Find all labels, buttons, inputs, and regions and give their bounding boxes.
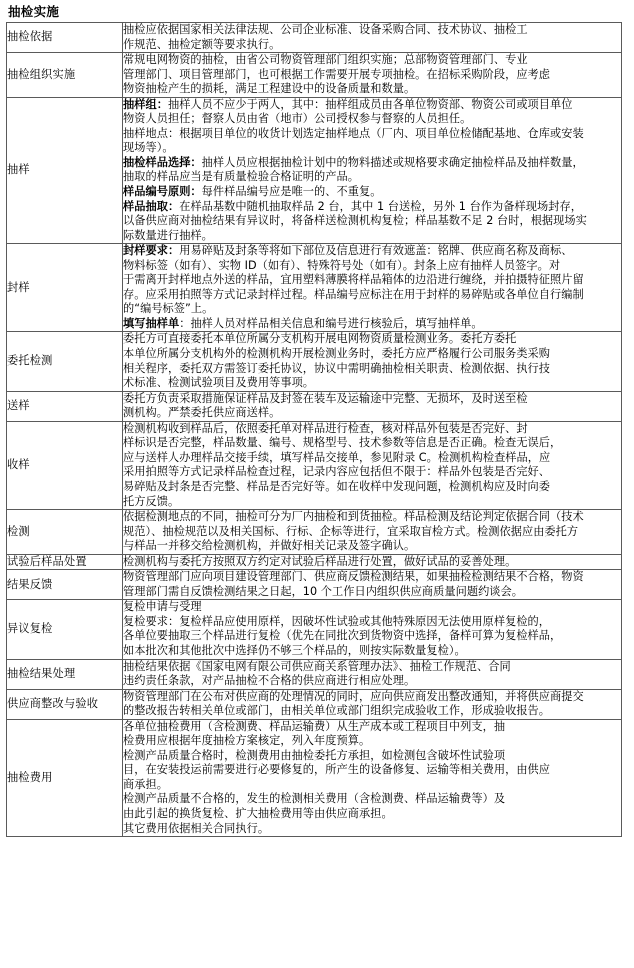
table-row [7,719,622,836]
row-content-cell [123,600,622,659]
row-content-cell [123,23,622,53]
content-line [123,629,621,644]
content-line-text: 现场等）。 [123,141,174,155]
content-line [123,674,621,689]
sampling-inspection-table [6,22,622,837]
row-content-cell [123,554,622,570]
content-line [123,690,621,705]
content-line [123,362,621,377]
table-row [7,659,622,689]
content-line [123,720,621,735]
content-line [123,38,621,53]
content-line [123,376,621,391]
content-line-text: 存。应采用拍照等方式记录封样过程。样品编号应标注在用于封样的易碎贴或各单位自行编制 [123,287,584,301]
content-line-text: 委托方可直接委托本单位所属分支机构开展电网物资质量检测业务。委托方委托 [123,332,517,346]
content-line [123,288,621,303]
row-label-cell: 封样 [7,244,123,332]
content-line [123,510,621,525]
content-line-text: 应与送样人办理样品交接手续，填写样品交接单，参见附录 C。检测机构检查样品，应 [123,450,551,464]
content-line-emphasis: 样品抽取： [123,199,180,213]
content-line [123,644,621,659]
content-line [123,259,621,274]
table-row [7,600,622,659]
content-line-text: 检测产品质量不合格的，发生的检测相关费用（含检测费、样品运输费等）及 [123,792,506,806]
content-line-text: 抽取的样品应当是有质量检验合格证明的产品。 [123,170,359,184]
content-line-text: 违约责任条款，对产品抽检不合格的供应商进行相应处理。 [123,674,416,688]
content-line-text: 作规范、抽检定额等要求执行。 [123,37,281,51]
page-title: 抽检实施 [8,4,60,19]
content-line-text: 每件样品编号应是唯一的、不重复。 [201,185,382,199]
content-line-text: 目，在安装投运前需要进行必要修复的，所产生的设备修复、运输等相关费用，由供应 [123,763,551,777]
content-line-text: 相关程序，委托双方需签订委托协议，协议中需明确抽检相关职责、检测依据、执行技 [123,361,551,375]
row-content-cell [123,510,622,555]
content-line-text: 管理部门、项目管理部门，也可根据工作需要开展专项抽检。在招标采购阶段，应考虑 [123,67,551,81]
content-line [123,273,621,288]
row-content-cell [123,53,622,98]
content-line-text: 检测机构与委托方按照双方约定对试验后样品进行处置，做好试品的妥善处理。 [123,554,517,568]
content-line-text: 易碎贴及封条是否完整、样品是否完好等。如在收样中发现问题，检测机构应及时向委 [123,479,551,493]
content-line [123,156,621,171]
content-line-text: 检测产品质量合格时，检测费用由抽检委托方承担，如检测包含破坏性试验项 [123,748,506,762]
content-line [123,112,621,127]
row-content-cell [123,659,622,689]
content-line [123,332,621,347]
content-line [123,495,621,510]
row-label-cell: 送样 [7,391,123,421]
content-line [123,127,621,142]
content-line [123,763,621,778]
row-label-cell: 抽检费用 [7,719,123,836]
content-line [123,302,621,317]
content-line-text: 依据检测地点的不同，抽检可分为厂内抽检和到货抽检。样品检测及结论判定依据合同（技术 [123,510,584,524]
content-line-text: 术标准、检测试验项目及费用等事项。 [123,376,315,390]
content-line-text: 其它费用依据相关合同执行。 [123,821,270,835]
row-label-cell: 异议复检 [7,600,123,659]
content-line [123,229,621,244]
content-line-text: 复检申请与受理 [123,600,202,614]
content-line-text: 商承担。 [123,777,168,791]
content-line [123,585,621,600]
content-line-text: 物资管理部门应向项目建设管理部门、供应商反馈检测结果，如果抽检检测结果不合格，物资 [123,570,584,584]
content-line [123,539,621,554]
content-line-text: 如本批次和其他批次中选择仍不够三个样品的，则按实际数量复检）。 [123,643,466,657]
content-line-text: 委托方负责采取措施保证样品及封签在装车及运输途中完整、无损坏，及时送至检 [123,391,528,405]
row-content-cell [123,332,622,391]
content-line-text: 的整改报告转相关单位或部门，由相关单位或部门组织完成验收工作，形成验收报告。 [123,704,551,718]
content-line [123,525,621,540]
content-line-text: 在样品基数中随机抽取样品 2 台，其中 1 台送检，另外 1 台作为备样现场封存， [179,199,582,213]
content-line-text: 物资抽检产生的损耗，满足工程建设中的设备质量和数量。 [123,82,416,96]
row-content-cell [123,244,622,332]
content-line [123,734,621,749]
row-label-cell: 抽样 [7,97,123,243]
content-line-text: 的“编号标签”上。 [123,302,214,316]
row-label-cell: 委托检测 [7,332,123,391]
content-line [123,480,621,495]
content-line-text: 抽检应依据国家相关法律法规、公司企业标准、设备采购合同、技术协议、抽检工 [123,23,528,36]
table-row [7,332,622,391]
content-line-emphasis: 抽检样品选择： [123,155,202,169]
content-line [123,98,621,113]
content-line [123,570,621,585]
content-line [123,451,621,466]
row-label-cell: 抽检结果处理 [7,659,123,689]
table-row [7,53,622,98]
content-line [123,317,621,332]
table-row [7,244,622,332]
content-line-text: 样标识是否完整，样品数量、编号、规格型号、技术参数等信息是否正确。检查无误后， [123,436,562,450]
table-row [7,554,622,570]
content-line [123,704,621,719]
content-line [123,347,621,362]
table-row [7,97,622,243]
row-content-cell [123,719,622,836]
content-line-text: 管理部门需自反馈检测结果之日起，10 个工作日内组织供应商质量问题约谈会。 [123,584,524,598]
content-line [123,465,621,480]
content-line-text: 测机构。严禁委托供应商送样。 [123,406,281,420]
content-line [123,406,621,421]
content-line [123,807,621,822]
content-line [123,749,621,764]
row-label-cell: 抽检组织实施 [7,53,123,98]
content-line-text: 由此引起的换货复检、扩大抽检费用等由供应商承担。 [123,806,393,820]
content-line-emphasis: 填写抽样单 [123,316,180,330]
content-line-text: 物资人员担任；督察人员由省（地市）公司授权参与督察的人员担任。 [123,112,472,126]
content-line [123,214,621,229]
content-line-text: 检费用应根据年度抽检方案核定，列入年度预算。 [123,734,371,748]
table-row [7,421,622,509]
row-content-cell [123,391,622,421]
content-line-text: 于需离开封样地点外送的样品，宜用塑料薄膜将样品箱体的边沿进行缠绕，并拍摄特征照片留 [123,273,584,287]
row-label-cell: 结果反馈 [7,570,123,600]
content-line-text: 托方反馈。 [123,494,180,508]
content-line-text: 各单位要抽取三个样品进行复检（优先在同批次到货物资中选择，备样可算为复检样品， [123,629,562,643]
row-content-cell [123,97,622,243]
content-line-text: 物资管理部门在公布对供应商的处理情况的同时，应向供应商发出整改通知，并将供应商提交 [123,689,584,703]
sampling-inspection-table-wrapper [6,22,622,837]
content-line-text: 复检要求：复检样品应使用原样，因破坏性试验或其他特殊原因无法使用原样复检的， [123,614,551,628]
table-row [7,23,622,53]
content-line [123,68,621,83]
content-line-text: 检测机构收到样品后，依照委托单对样品进行检查，核对样品外包装是否完好、封 [123,421,528,435]
content-line-text: 本单位所属分支机构外的检测机构开展检测业务时，委托方应严格履行公司服务类采购 [123,347,551,361]
content-line-text: ：抽样人员对样品相关信息和编号进行核验后，填写抽样单。 [179,316,483,330]
content-line [123,778,621,793]
content-line [123,392,621,407]
content-line-text: 际数量进行抽样。 [123,228,213,242]
content-line [123,792,621,807]
content-line-text: 各单位抽检费用（含检测费、样品运输费）从生产成本或工程项目中列支，抽 [123,719,506,733]
content-line [123,82,621,97]
content-line [123,600,621,615]
row-label-cell: 抽检依据 [7,23,123,53]
table-row [7,391,622,421]
content-line [123,244,621,259]
row-content-cell [123,689,622,719]
content-line-emphasis: 抽样组： [123,97,168,111]
table-row [7,510,622,555]
content-line-text: 抽样人员应根据抽检计划中的物料描述或规格要求确定抽检样品及抽样数量， [201,155,584,169]
content-line [123,200,621,215]
content-line [123,185,621,200]
content-line [123,615,621,630]
content-line-emphasis: 样品编号原则： [123,185,202,199]
content-line-text: 以备供应商对抽检结果有异议时，将备样送检测机构复检；样品基数不足 2 台时，根据现场实 [123,214,587,228]
content-line-text: 抽样地点：根据项目单位的收货计划选定抽样地点（厂内、项目单位检储配基地、仓库或安装 [123,126,584,140]
row-label-cell: 供应商整改与验收 [7,689,123,719]
content-line-text: 常规电网物资的抽检，由省公司物资管理部门组织实施；总部物资管理部门、专业 [123,53,528,67]
row-content-cell [123,570,622,600]
content-line [123,141,621,156]
content-line [123,822,621,837]
content-line [123,660,621,675]
row-label-cell: 检测 [7,510,123,555]
row-content-cell [123,421,622,509]
content-line-text: 规范）、抽检规范以及相关国标、行标、企标等进行，宜采取盲检方式。检测依据应由委托方 [123,524,579,538]
content-line-text: 用易碎贴及封条等将如下部位及信息进行有效遮盖：铭牌、供应商名称及商标、 [179,244,573,258]
content-line-text: 抽样人员不应少于两人，其中：抽样组成员由各单位物资部、物资公司或项目单位 [167,97,573,111]
content-line-text: 抽检结果依据《国家电网有限公司供应商关系管理办法》、抽检工作规范、合同 [123,659,511,673]
content-line-text: 采用拍照等方式记录样品检查过程，记录内容应包括但不限于：样品外包装是否完好、 [123,465,551,479]
row-label-cell: 试验后样品处置 [7,554,123,570]
content-line-text: 物料标签（如有）、实物 ID（如有）、特殊符号处（如有）。封条上应有抽样人员签字。对 [123,258,561,272]
content-line [123,436,621,451]
table-row [7,689,622,719]
content-line [123,170,621,185]
table-row [7,570,622,600]
row-label-cell: 收样 [7,421,123,509]
content-line-text: 与样品一并移交给检测机构，并做好相关记录及签字确认。 [123,539,416,553]
content-line [123,555,621,570]
table-body [7,23,622,837]
content-line [123,422,621,437]
content-line-emphasis: 封样要求： [123,244,180,258]
content-line [123,53,621,68]
content-line [123,23,621,38]
